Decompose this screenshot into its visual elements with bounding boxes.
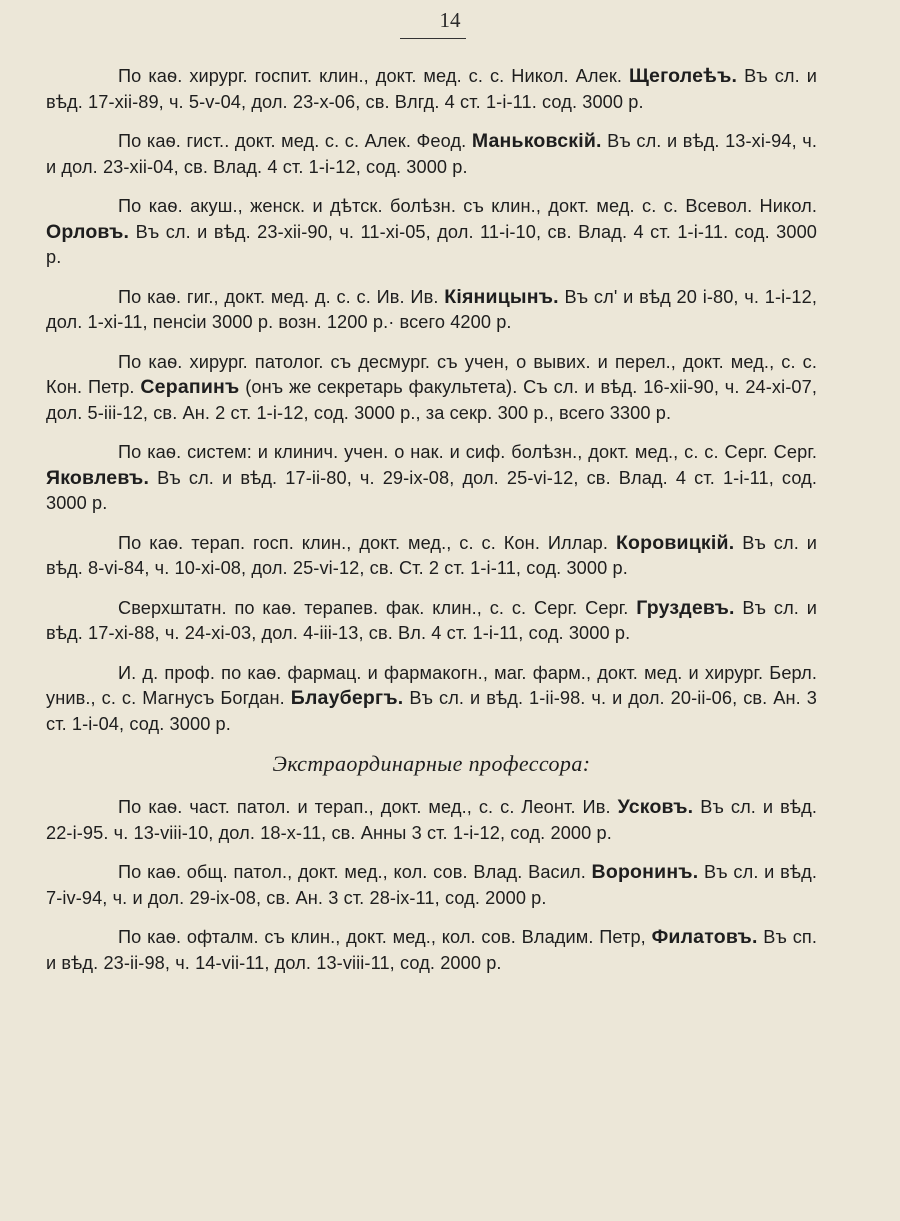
entry-text: Въ сп. и вѣд. 23-ii-98, ч. 14-vii-11, дол. 13-viii-11, сод. 2000 р. bbox=[46, 927, 818, 973]
entry-text: По каѳ. хирург. патолог. съ десмург. съ учен, о вывих. и перел., докт. мед., с. с. Кон. Петр. bbox=[46, 351, 817, 397]
entry-text: По каѳ. гиг., докт. мед. д. с. с. Ив. Ив. bbox=[118, 286, 445, 307]
entry-paragraph bbox=[46, 925, 817, 976]
entry-text: По каѳ. част. патол. и терап., докт. мед., с. с. Леонт. Ив. bbox=[118, 797, 618, 817]
professor-name: Щеголеѣъ. bbox=[628, 65, 738, 87]
page-number: 14 bbox=[439, 8, 461, 32]
entry-paragraph bbox=[46, 531, 817, 582]
entry-paragraph bbox=[46, 350, 817, 427]
entry-paragraph bbox=[46, 795, 817, 846]
entry-paragraph bbox=[46, 661, 817, 738]
entry-text: По каѳ. общ. патол., докт. мед., кол. сов. Влад. Васил. bbox=[118, 862, 592, 882]
entry-text: По каѳ. хирург. госпит. клин., докт. мед. с. с. Никол. Алек. bbox=[118, 66, 629, 86]
professor-name: Воронинъ. bbox=[591, 861, 699, 883]
entry-text: Въ сл. и вѣд. 7-iv-94, ч. и дол. 29-ix-08, св. Ан. 3 ст. 28-ix-11, сод. 2000 р. bbox=[46, 862, 817, 908]
professor-name: Кіяницынъ. bbox=[444, 285, 559, 308]
professor-name: Серапинъ bbox=[140, 376, 240, 398]
entry-text: И. д. проф. по каѳ. фармац. и фармакогн., маг. фарм., докт. мед. и хирург. Берл. унив., с. с. Магнусъ Богдан. bbox=[46, 662, 817, 708]
professor-name: Маньковскій. bbox=[471, 130, 602, 152]
entry-text: Въ сл. и вѣд. 17-xi-88, ч. 24-xi-03, дол. 4-iii-13, св. Вл. 4 ст. 1-i-11, сод. 3000 р. bbox=[46, 597, 817, 643]
entry-text: (онъ же секретарь факультета). Съ сл. и вѣд. 16-xii-90, ч. 24-xi-07, дол. 5-iii-12, св. Ан. 2 ст. 1-i-12, сод. 3000 р., за секр. 300 р., всего 3300 р. bbox=[46, 377, 817, 423]
entry-paragraph bbox=[46, 860, 817, 911]
professor-name: Блаубергъ. bbox=[290, 687, 404, 709]
body-text bbox=[46, 64, 817, 990]
professor-name: Груздевъ. bbox=[636, 596, 735, 619]
professor-name: Яковлевъ. bbox=[46, 466, 150, 489]
entry-text: Въ сл' и вѣд 20 i-80, ч. 1-i-12, дол. 1-xi-11, пенсіи 3000 р. возн. 1200 р.· всего 4200 р. bbox=[46, 286, 817, 332]
entry-text: По каѳ. офталм. съ клин., докт. мед., кол. сов. Владим. Петр, bbox=[118, 927, 652, 947]
professor-name: Орловъ. bbox=[46, 220, 130, 243]
entry-paragraph bbox=[46, 64, 817, 115]
section-heading: Экстраординарные профессора: bbox=[272, 751, 591, 776]
entry-text: Въ сл. и вѣд. 13-xi-94, ч. и дол. 23-xii-04, св. Влад. 4 ст. 1-i-12, сод. 3000 р. bbox=[46, 131, 817, 177]
entry-text: Въ сл. и вѣд. 17-ii-80, ч. 29-ix-08, дол. 25-vi-12, св. Влад. 4 ст. 1-i-11, сод. 3000 р. bbox=[46, 467, 817, 513]
entry-text: Въ сл. и вѣд. 17-xii-89, ч. 5-v-04, дол. 23-x-06, св. Влгд. 4 ст. 1-i-11. сод. 3000 р. bbox=[46, 66, 817, 112]
entry-paragraph bbox=[46, 596, 817, 647]
entry-text: Въ сл. и вѣд. 8-vi-84, ч. 10-xi-08, дол. 25-vi-12, св. Ст. 2 ст. 1-i-11, сод. 3000 р. bbox=[46, 532, 817, 578]
professor-name: Усковъ. bbox=[617, 796, 694, 818]
professor-name: Коровицкій. bbox=[615, 531, 735, 554]
entry-paragraph bbox=[46, 129, 817, 180]
entry-paragraph bbox=[46, 285, 817, 336]
entry-text: Въ сл. и вѣд. 1-ii-98. ч. и дол. 20-ii-06, св. Ан. 3 ст. 1-i-04, сод. 3000 р. bbox=[46, 688, 817, 734]
entry-text: По каѳ. терап. госп. клин., докт. мед., с. с. Кон. Иллар. bbox=[118, 532, 616, 553]
entry-text: Въ сл. и вѣд. 23-xii-90, ч. 11-xi-05, дол. 11-i-10, св. Влад. 4 ст. 1-i-11. сод. 3000 р. bbox=[46, 221, 817, 267]
entry-text: Въ сл. и вѣд. 22-i-95. ч. 13-viii-10, дол. 18-x-11, св. Анны 3 ст. 1-i-12, сод. 2000 р. bbox=[46, 797, 817, 843]
entry-text: По каѳ. систем: и клинич. учен. о нак. и сиф. болѣзн., докт. мед., с. с. Серг. Серг. bbox=[118, 442, 817, 462]
entry-text: По каѳ. гист.. докт. мед. с. с. Алек. Феод. bbox=[118, 131, 472, 151]
entry-text: Сверхштатн. по каѳ. терапев. фак. клин., с. с. Серг. Серг. bbox=[118, 597, 637, 618]
entry-text: По каѳ. акуш., женск. и дѣтск. болѣзн. съ клин., докт. мед. с. с. Всевол. Никол. bbox=[118, 196, 817, 216]
professor-name: Филатовъ. bbox=[651, 926, 758, 948]
page-number-rule bbox=[400, 38, 466, 39]
entry-paragraph bbox=[46, 194, 817, 271]
entry-paragraph bbox=[46, 440, 817, 517]
